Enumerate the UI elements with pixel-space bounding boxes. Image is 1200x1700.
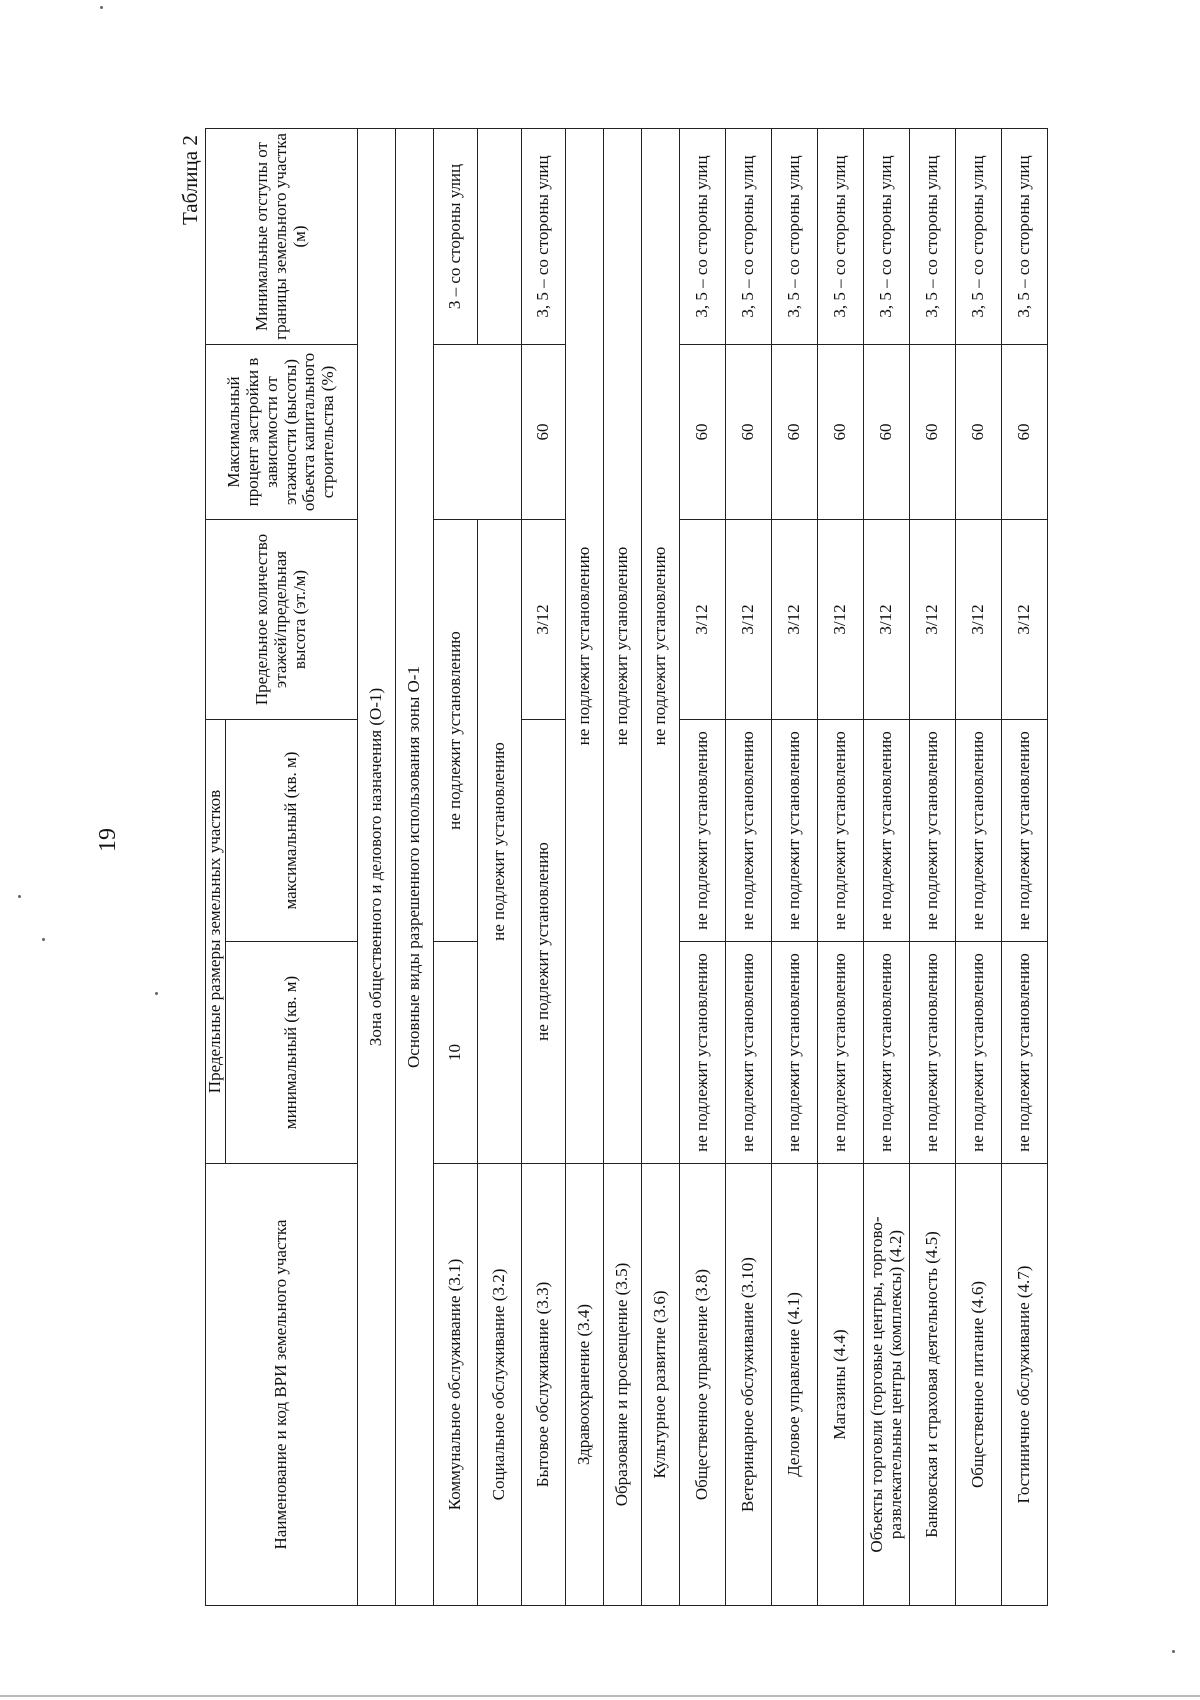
header-setback: Минимальные отступы от границы земельного участка (м) xyxy=(206,129,358,345)
row-name: Ветеринарное обслуживание (3.10) xyxy=(726,1164,772,1606)
row-percent: 60 xyxy=(726,345,772,520)
row-setback: 3, 5 – со стороны улиц xyxy=(956,129,1002,345)
row-name: Коммунальное обслуживание (3.1) xyxy=(434,1164,478,1606)
table-row xyxy=(910,129,956,1606)
row-min: не подлежит установлению xyxy=(864,942,910,1164)
row-name: Здравоохранение (3.4) xyxy=(566,1164,604,1606)
row-floors: 3/12 xyxy=(864,520,910,720)
row-min: не подлежит установлению xyxy=(818,942,864,1164)
row-floors: 3/12 xyxy=(818,520,864,720)
row-floors: 3/12 xyxy=(956,520,1002,720)
row-name: Культурное развитие (3.6) xyxy=(642,1164,680,1606)
table-row xyxy=(566,129,604,1606)
row-percent: 60 xyxy=(680,345,726,520)
row-max: не подлежит установлению xyxy=(680,720,726,942)
row-min: 10 xyxy=(434,942,478,1164)
row-percent: 60 xyxy=(956,345,1002,520)
row-floors: 3/12 xyxy=(910,520,956,720)
row-name: Магазины (4.4) xyxy=(818,1164,864,1606)
row-max: не подлежит установлению xyxy=(956,720,1002,942)
page-number: 19 xyxy=(95,828,121,852)
row-merged: не подлежит установлению xyxy=(642,129,680,1164)
row-name: Гостиничное обслуживание (4.7) xyxy=(1002,1164,1048,1606)
row-setback-empty xyxy=(478,129,522,345)
row-percent: 60 xyxy=(772,345,818,520)
header-percent: Максимальный процент застройки в зависимости от этажности (высоты) объекта капитального строительства (%) xyxy=(206,345,358,520)
row-setback: 3, 5 – со стороны улиц xyxy=(522,129,566,345)
row-max: не подлежит установлению xyxy=(864,720,910,942)
row-floors: 3/12 xyxy=(1002,520,1048,720)
table-row xyxy=(1002,129,1048,1606)
row-name: Социальное обслуживание (3.2) xyxy=(478,1164,522,1606)
row-floors: 3/12 xyxy=(772,520,818,720)
header-min: минимальный (кв. м) xyxy=(226,942,358,1164)
row-max: не подлежит установлению xyxy=(726,720,772,942)
row-percent: 60 xyxy=(522,345,566,520)
row-name: Деловое управление (4.1) xyxy=(772,1164,818,1606)
zoning-table xyxy=(205,128,1048,1606)
header-plot-sizes: Предельные размеры земельных участков xyxy=(206,720,226,1164)
zone-title: Зона общественного и делового назначения (О-1) xyxy=(358,129,396,1606)
row-percent: 60 xyxy=(1002,345,1048,520)
row-name: Общественное питание (4.6) xyxy=(956,1164,1002,1606)
table-row xyxy=(772,129,818,1606)
row-floors: 3/12 xyxy=(522,520,566,720)
row-setback: 3, 5 – со стороны улиц xyxy=(772,129,818,345)
row-percent: 60 xyxy=(818,345,864,520)
table-row xyxy=(604,129,642,1606)
row-percent: 60 xyxy=(910,345,956,520)
row-setback: 3, 5 – со стороны улиц xyxy=(864,129,910,345)
row-setback: 3, 5 – со стороны улиц xyxy=(818,129,864,345)
row-percent: 60 xyxy=(864,345,910,520)
row-merged: не подлежит установлению xyxy=(478,520,522,1164)
header-name: Наименование и код ВРИ земельного участка xyxy=(206,1164,358,1606)
row-max-floors: не подлежит установлению xyxy=(434,520,478,942)
row-setback: 3, 5 – со стороны улиц xyxy=(726,129,772,345)
table-caption: Таблица 2 xyxy=(178,135,202,225)
row-min: не подлежит установлению xyxy=(726,942,772,1164)
table-row xyxy=(522,129,566,1606)
row-merged: не подлежит установлению xyxy=(566,129,604,1164)
row-setback: 3 – со стороны улиц xyxy=(434,129,478,345)
row-min: не подлежит установлению xyxy=(910,942,956,1164)
row-setback: 3, 5 – со стороны улиц xyxy=(680,129,726,345)
row-percent-empty xyxy=(434,345,522,520)
table-row xyxy=(956,129,1002,1606)
table-row xyxy=(680,129,726,1606)
row-max: не подлежит установлению xyxy=(910,720,956,942)
header-max: максимальный (кв. м) xyxy=(226,720,358,942)
row-name: Бытовое обслуживание (3.3) xyxy=(522,1164,566,1606)
row-merged: не подлежит установлению xyxy=(604,129,642,1164)
row-max: не подлежит установлению xyxy=(1002,720,1048,942)
row-min: не подлежит установлению xyxy=(772,942,818,1164)
row-floors: 3/12 xyxy=(726,520,772,720)
table-row xyxy=(726,129,772,1606)
row-name: Банковская и страховая деятельность (4.5) xyxy=(910,1164,956,1606)
table-row xyxy=(864,129,910,1606)
row-setback: 3, 5 – со стороны улиц xyxy=(1002,129,1048,345)
row-min: не подлежит установлению xyxy=(1002,942,1048,1164)
row-name: Образование и просвещение (3.5) xyxy=(604,1164,642,1606)
row-max: не подлежит установлению xyxy=(818,720,864,942)
row-min: не подлежит установлению xyxy=(680,942,726,1164)
row-minmax: не подлежит установлению xyxy=(522,720,566,1164)
row-name: Общественное управление (3.8) xyxy=(680,1164,726,1606)
row-setback: 3, 5 – со стороны улиц xyxy=(910,129,956,345)
row-min: не подлежит установлению xyxy=(956,942,1002,1164)
table-row xyxy=(434,129,478,1606)
table-row xyxy=(818,129,864,1606)
row-floors: 3/12 xyxy=(680,520,726,720)
header-floors: Предельное количество этажей/предельная высота (эт./м) xyxy=(206,520,358,720)
row-name: Объекты торговли (торговые центры, торгово-развлекательные центры (комплексы) (4.2) xyxy=(864,1164,910,1606)
subzone-title: Основные виды разрешенного использования зоны О-1 xyxy=(396,129,434,1606)
table-row xyxy=(642,129,680,1606)
row-max: не подлежит установлению xyxy=(772,720,818,942)
